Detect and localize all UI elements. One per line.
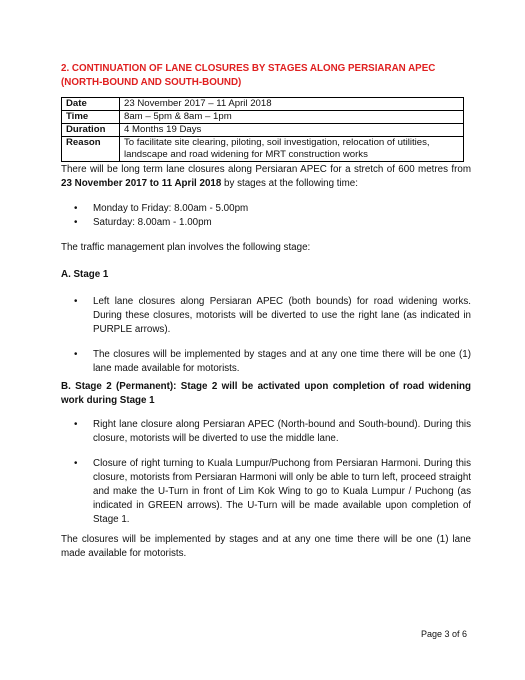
- schedule-list: [61, 202, 471, 230]
- row-value: 4 Months 19 Days: [120, 124, 464, 137]
- intro-text: by stages at the following time:: [221, 178, 358, 189]
- stage1-title: A. Stage 1: [61, 269, 109, 280]
- row-value: To facilitate site clearing, piloting, soil investigation, relocation of utilities, landscape and road widening for MRT construction works: [120, 137, 464, 162]
- bullet-icon: •: [74, 296, 78, 307]
- bullet-icon: •: [74, 458, 78, 469]
- list-item: • Right lane closure along Persiaran APEC (North-bound and South-bound). During this closure, motorists will be diverted to use the middle lane.: [74, 419, 471, 444]
- intro-paragraph: [61, 163, 471, 191]
- page-number: Page 3 of 6: [420, 629, 467, 639]
- row-label: Time: [62, 111, 120, 124]
- list-item: • The closures will be implemented by stages and at any one time there will be one (1) lane made available for motorists.: [74, 349, 471, 374]
- bullet-icon: •: [74, 349, 78, 360]
- bullet-icon: •: [74, 419, 78, 430]
- info-table: [61, 97, 464, 162]
- closing-paragraph: The closures will be implemented by stages and at any one time there will be one (1) lane made available for motorists.: [61, 534, 471, 559]
- row-value: 8am – 5pm & 8am – 1pm: [120, 111, 464, 124]
- stage1-list: [61, 295, 471, 337]
- stage2-list-2: [61, 457, 471, 527]
- section-heading: 2. CONTINUATION OF LANE CLOSURES BY STAGES ALONG PERSIARAN APEC (NORTH-BOUND AND SOUTH-BOUND): [61, 63, 436, 88]
- list-item: • Saturday: 8.00am - 1.00pm: [74, 217, 212, 228]
- table-row: [62, 111, 464, 124]
- table-row: [62, 124, 464, 137]
- list-item: • Closure of right turning to Kuala Lumpur/Puchong from Persiaran Harmoni. During this closure, motorists from Persiaran Harmoni will only be able to turn left, proceed straight and make the U-Turn in front of Lim Kok Wing to go to Kuala Lumpur / Puchong (as indicated in GREEN arrows). The U-Turn will be made available upon completion of Stage 1.: [74, 458, 471, 525]
- list-item: • Left lane closures along Persiaran APEC (both bounds) for road widening works. During these closures, motorists will be diverted to use the right lane (as indicated in PURPLE arrows).: [74, 296, 471, 335]
- stage2-list: [61, 418, 471, 446]
- bullet-icon: •: [74, 217, 78, 228]
- stage1-list-2: [61, 348, 471, 376]
- bullet-icon: •: [74, 203, 78, 214]
- row-label: Duration: [62, 124, 120, 137]
- intro-date-range: 23 November 2017 to 11 April 2018: [61, 178, 222, 189]
- intro-text: There will be long term lane closures along Persiaran APEC for a stretch of 600 metres from: [61, 164, 471, 175]
- list-item: • Monday to Friday: 8.00am - 5.00pm: [74, 203, 249, 214]
- row-label: Reason: [62, 137, 120, 162]
- row-value: 23 November 2017 – 11 April 2018: [120, 98, 464, 111]
- table-row: [62, 98, 464, 111]
- row-label: Date: [62, 98, 120, 111]
- plan-paragraph: The traffic management plan involves the following stage:: [61, 242, 311, 253]
- stage2-title: B. Stage 2 (Permanent): Stage 2 will be activated upon completion of road widening work during Stage 1: [61, 381, 471, 406]
- table-row: [62, 137, 464, 162]
